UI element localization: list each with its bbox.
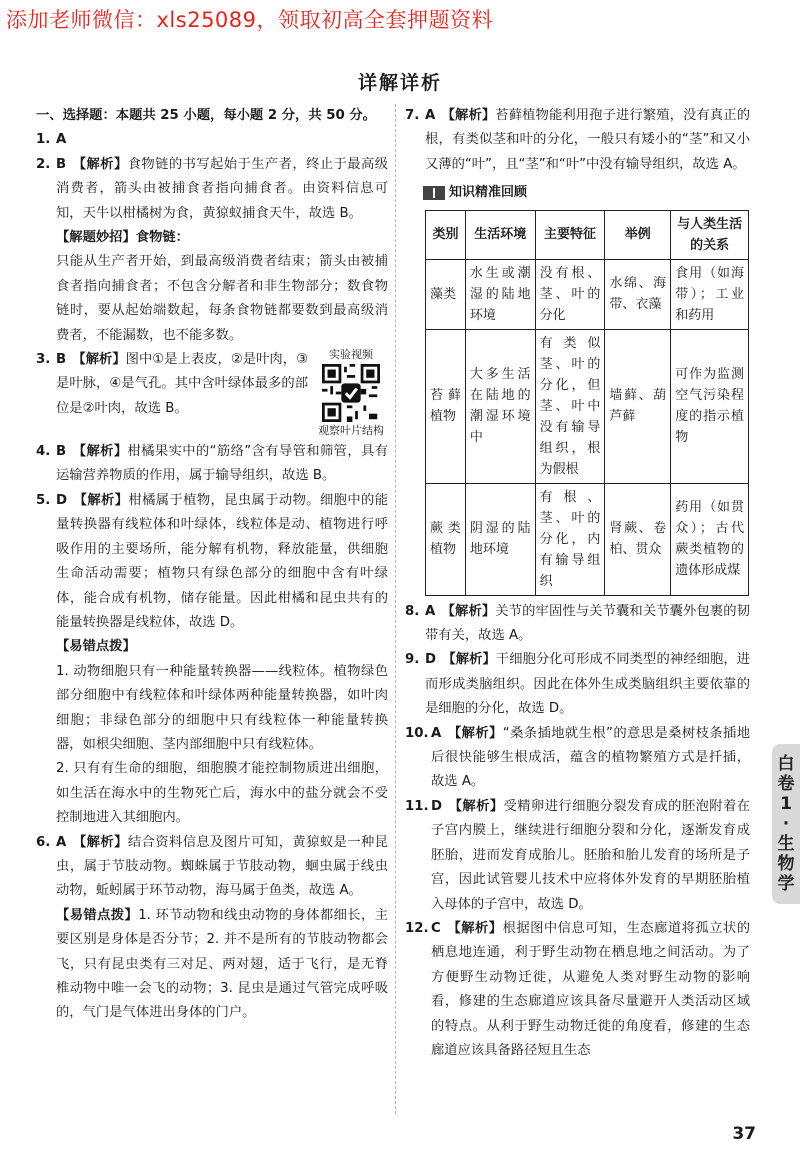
table-header: 举例 (605, 210, 671, 259)
knowledge-review-heading: 知识精准回顾 (423, 181, 750, 205)
answer-letter: A (56, 132, 67, 148)
qr-block (314, 348, 388, 438)
answer-item-3: 3. 实验视频 观察叶片结构 B 【解析】图中①是上表皮，②是叶肉，③是叶脉，④是气孔。其中含叶绿体最多的部位是②叶肉，故选 B。 (36, 348, 388, 440)
qr-code-icon[interactable] (322, 364, 380, 422)
left-column (36, 104, 388, 1026)
answer-item-5: 5. D 【解析】柑橘属于植物，昆虫属于动物。细胞中的能量转换器有线粒体和叶绿体，线粒体是动、植物进行呼吸作用的主要场所，能分解有机物，释放能量，供细胞生命活动需要；植物只有绿色部分的细胞中含有叶绿体，能合成有机物，储存能量。因此柑橘和昆虫共有的能量转换器是线粒体，故选 D。 (36, 492, 389, 630)
error-tip-2: 2. 只有有生命的细胞，细胞膜才能控制物质进出细胞，如生活在海水中的生物死亡后，海水中的盐分就会不受控制地进入其细胞内。 (56, 761, 388, 826)
table-header-row (426, 210, 749, 259)
answer-item-7: 7. A 【解析】苔藓植物能利用孢子进行繁殖，没有真正的根，有类似茎和叶的分化，一般只有矮小的“茎”和又小又薄的“叶”，且“茎”和“叶”中没有输导组织，故选 A。 (405, 108, 751, 172)
table-cell: 水绵、海带、衣藻 (605, 259, 671, 329)
table-cell: 食用（如海带）；工业和药用 (671, 259, 749, 329)
table-cell: 阴湿的陆地环境 (465, 483, 535, 595)
section-heading: 一、选择题：本题共 25 小题，每小题 2 分，共 50 分。 (36, 108, 376, 123)
right-column (405, 104, 750, 1063)
table-header: 与人类生活的关系 (671, 210, 749, 259)
table-cell: 没有根、茎、叶的分化 (535, 259, 605, 329)
table-cell: 药用（如贯众）；古代蕨类植物的遗体形成煤 (671, 483, 749, 595)
error-tip-6: 【易错点拨】1. 环节动物和线虫动物的身体都细长，主要区别是身体是否分节；2. 并不是所有的节肢动物都会飞，只有昆虫类有三对足、两对翅，适于飞行，是无脊椎动物中唯一会飞的动物；3. 昆虫是通过气管完成呼吸的，气门是气体进出身体的门户。 (56, 907, 388, 1021)
table-cell: 肾蕨、卷柏、贯众 (605, 483, 671, 595)
column-divider (395, 104, 396, 1114)
page-number: 37 (732, 1124, 756, 1144)
table-row (426, 483, 749, 595)
tip-title: 【解题妙招】食物链： (56, 230, 189, 246)
promo-banner: 添加老师微信：xls25089，领取初高全套押题资料 (6, 8, 494, 32)
tip-text: 只能从生产者开始，到最高级消费者结束；箭头由被捕食者指向捕食者；不包含分解者和非生物部分；数食物链时，要从起始端数起，每条食物链都要数到最高级消费者，不能漏数，也不能多数。 (56, 254, 388, 343)
table-cell: 可作为监测空气污染程度的指示植物 (671, 329, 749, 483)
answer-item-2: 2. B 【解析】食物链的书写起始于生产者，终止于最高级消费者，箭头由被捕食者指向捕食者。由资料信息可知，天牛以柑橘树为食，黄猄蚁捕食天牛，故选 B。 (36, 156, 389, 221)
answer-item-9: 9. D 【解析】干细胞分化可形成不同类型的神经细胞，进而形成类脑组织。因此在体外生成类脑组织主要依靠的是细胞的分化，故选 D。 (405, 652, 751, 717)
table-cell: 苔藓植物 (426, 329, 466, 483)
table-cell: 藻类 (426, 259, 466, 329)
section-side-tab: 白 卷 1 · 生 物 学 (772, 744, 800, 904)
table-header: 主要特征 (535, 210, 605, 259)
answer-item-8: 8. A 【解析】关节的牢固性与关节囊和关节囊外包裹的韧带有关，故选 A。 (405, 603, 751, 644)
error-tip-title: 【易错点拨】 (56, 639, 136, 655)
qr-caption-bottom: 观察叶片结构 (318, 424, 384, 438)
qr-caption-top: 实验视频 (329, 348, 373, 362)
table-row (426, 329, 749, 483)
page-title: 详解详析 (357, 72, 442, 94)
table-header: 类别 (426, 210, 466, 259)
table-cell: 蕨类植物 (426, 483, 466, 595)
answer-item-4: 4. B 【解析】柑橘果实中的“筋络”含有导管和筛管，具有运输营养物质的作用，属于输导组织，故选 B。 (36, 444, 389, 484)
table-cell: 有类似茎、叶的分化，但茎、叶中没有输导组织，根为假根 (535, 329, 605, 483)
answer-item-12: 12. C 【解析】根据图中信息可知，生态廊道将孤立状的栖息地连通，利于野生动物在栖息地之间活动。为了方便野生动物迁徙，从避免人类对野生动物的影响看，修建的生态廊道应该具备尽量避开人类活动区域的特点。从利于野生动物迁徙的角度看，修建的生态廊道应该具备路径短且生态 (405, 920, 750, 1058)
table-cell: 有根、茎、叶的分化，内有输导组织 (535, 483, 605, 595)
table-row (426, 259, 749, 329)
answer-item-1: 1. A (36, 132, 67, 148)
error-tip-1: 1. 动物细胞只有一种能量转换器——线粒体。植物绿色部分细胞中有线粒体和叶绿体两种能量转换器，如叶肉细胞；非绿色部分的细胞中只有线粒体一种能量转换器，如根尖细胞、茎内部细胞中只有线粒体。 (56, 663, 388, 752)
plant-comparison-table (425, 210, 749, 596)
table-cell: 大多生活在陆地的潮湿环境中 (465, 329, 535, 483)
answer-item-11: 11. D 【解析】受精卵进行细胞分裂发育成的胚泡附着在子宫内膜上，继续进行细胞分裂和分化，逐渐发育成胚胎，进而发育成胎儿。胚胎和胎儿发育的场所是子宫，因此试管婴儿技术中应将体外发育的早期胚胎植入母体的子宫中，故选 D。 (405, 798, 751, 912)
book-icon (423, 186, 445, 200)
answer-item-6: 6. A 【解析】结合资料信息及图片可知，黄猄蚁是一种昆虫，属于节肢动物。蜘蛛属于节肢动物，蛔虫属于线虫动物，蚯蚓属于环节动物，海马属于鱼类，故选 A。 (36, 834, 389, 899)
table-header: 生活环境 (465, 210, 535, 259)
table-cell: 水生或潮湿的陆地环境 (465, 259, 535, 329)
answer-item-10: 10. A 【解析】“桑条插地就生根”的意思是桑树枝条插地后很快能够生根成活，蕴含的植物繁殖方式是扦插，故选 A。 (405, 725, 751, 790)
table-cell: 墙藓、葫芦藓 (605, 329, 671, 483)
